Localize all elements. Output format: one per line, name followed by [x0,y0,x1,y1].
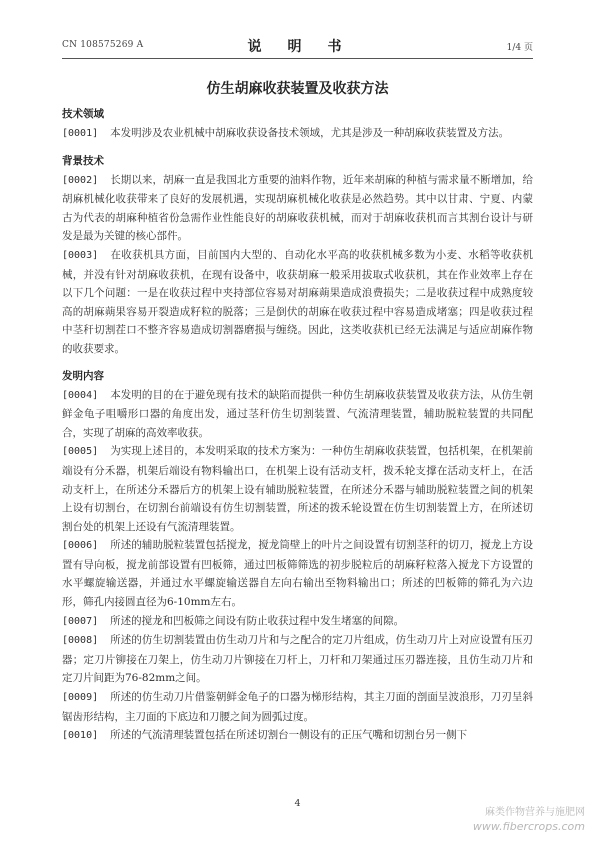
paragraph-number: [0001] [62,128,99,139]
paragraph-text: 所述的气流清理装置包括在所述切割台一侧设有的正压气嘴和切割台另一侧下 [110,729,468,742]
paragraph-number: [0002] [62,174,99,186]
paragraph-number: [0008] [62,635,99,647]
paragraph-text: 所述的搅龙和凹板筛之间设有防止收获过程中发生堵塞的间隙。 [110,614,405,627]
section-heading: 发明内容 [62,369,104,382]
paragraph-number: [0010] [62,730,99,742]
paragraph-text: 为实现上述目的，本发明采取的技术方案为：一种仿生胡麻收获装置，包括机架，在机架前端设有分禾器，机架后端设有物料输出口，在机架上设有活动支杆，拨禾轮支撑在活动支杆上，在活动支杆上，在所述分禾器后方的机架上设有辅助脱粒装置，在所述分禾器与辅助脱粒装置之间的机架上设有切割台，在切割台前端设有仿生切割装置，所述的拨禾轮设置在仿生切割装置上方，在所述切割台处的机架上还设有气流清理装置。 [62,445,533,533]
paragraph-text: 长期以来，胡麻一直是我国北方重要的油料作物，近年来胡麻的种植与需求量不断增加，给胡麻机械化收获带来了良好的发展机遇，实现胡麻机械化收获是必然趋势。其中以甘肃、宁夏、内蒙古为代表的胡麻种植省份急需作业性能良好的胡麻收获机械，而对于胡麻收获机而言其割台设计与研发是最为关键的核心部件。 [62,173,533,243]
page-number: 4 [294,798,301,809]
paragraph [62,442,533,536]
paragraph-number: [0006] [62,540,99,552]
section-heading: 背景技术 [62,154,104,167]
watermark-text: 麻类作物营养与施肥网 [485,807,585,818]
site-watermark [473,806,585,834]
paragraph [62,246,533,359]
paragraph-number: [0009] [62,692,99,704]
paragraph-number: [0005] [62,446,99,458]
paragraph-text: 在收获机具方面，目前国内大型的、自动化水平高的收获机械多数为小麦、水稻等收获机械，并没有针对胡麻收获机，在现有设备中，收获胡麻一般采用拔取式收获机，其在作业效率上存在以下几个问题：一是在收获过程中夹持部位容易对胡麻蒴果造成浪费损失；二是收获过程中成熟度较高的胡麻蒴果容易开裂造成籽粒的脱落；三是倒伏的胡麻在收获过程中容易造成堵塞；四是收获过程中茎秆切割茬口不整齐容易造成切割器磨损与缠绕。因此，这类收获机已经无法满足与适应胡麻作物的收获要求。 [62,248,533,355]
paragraph [62,631,533,688]
paragraph [62,612,533,632]
paragraph [62,171,533,246]
paragraph [62,386,533,443]
paragraph-text: 所述的仿生动刀片借鉴朝鲜金龟子的口器为梯形结构，其主刀面的剖面呈波浪形，刀刃呈斜锯齿形结构，主刀面的下底边和刀腰之间为圆弧过度。 [62,691,533,723]
paragraph [62,726,533,746]
paragraph [62,688,533,726]
page-info: 1/4 页 [506,43,533,53]
page-header [62,36,533,58]
doc-number: CN 108575269 A [62,40,144,50]
paragraph-number: [0007] [62,615,99,627]
section-heading: 技术领域 [62,108,104,120]
paragraph-text: 所述的仿生切割装置由仿生动刀片和与之配合的定刀片组成，仿生动刀片上对应设置有压刃器；定刀片铆接在刀架上，仿生动刀片铆接在刀杆上，刀杆和刀架通过压刃器连接，且仿生动刀片和定刀片间距为76-82mm之间。 [62,634,533,685]
doc-type-title: 说 明 书 [247,39,348,55]
document-body [62,106,533,746]
document-title: 仿生胡麻收获装置及收获方法 [206,81,389,97]
paragraph-number: [0003] [62,249,99,261]
header-divider [62,58,533,59]
paragraph-text: 所述的辅助脱粒装置包括搅龙，搅龙筒壁上的叶片之间设置有切割茎秆的切刀，搅龙上方设置有导向板，搅龙前部设置有凹板筛，通过凹板筛筛选的初步脱粒后的胡麻籽粒落入搅龙下方设置的水平螺旋输送器，并通过水平螺旋输送器自左向右输出至物料输出口；所述的凹板筛的筛孔为六边形，筛孔内接圆直径为6-10mm左右。 [62,539,533,609]
watermark-url: www.fibercrops.com [472,820,585,833]
paragraph [62,536,533,611]
paragraph-text: 本发明的目的在于避免现有技术的缺陷而提供一种仿生胡麻收获装置及收获方法，从仿生朝鲜金龟子咀嚼形口器的角度出发，通过茎秆仿生切割装置、气流清理装置，辅助脱粒装置的共同配合，实现了胡麻的高效率收获。 [62,388,533,439]
paragraph-text: 本发明涉及农业机械中胡麻收获设备技术领域，尤其是涉及一种胡麻收获装置及方法。 [110,127,510,139]
paragraph [62,124,533,144]
paragraph-number: [0004] [62,389,99,401]
